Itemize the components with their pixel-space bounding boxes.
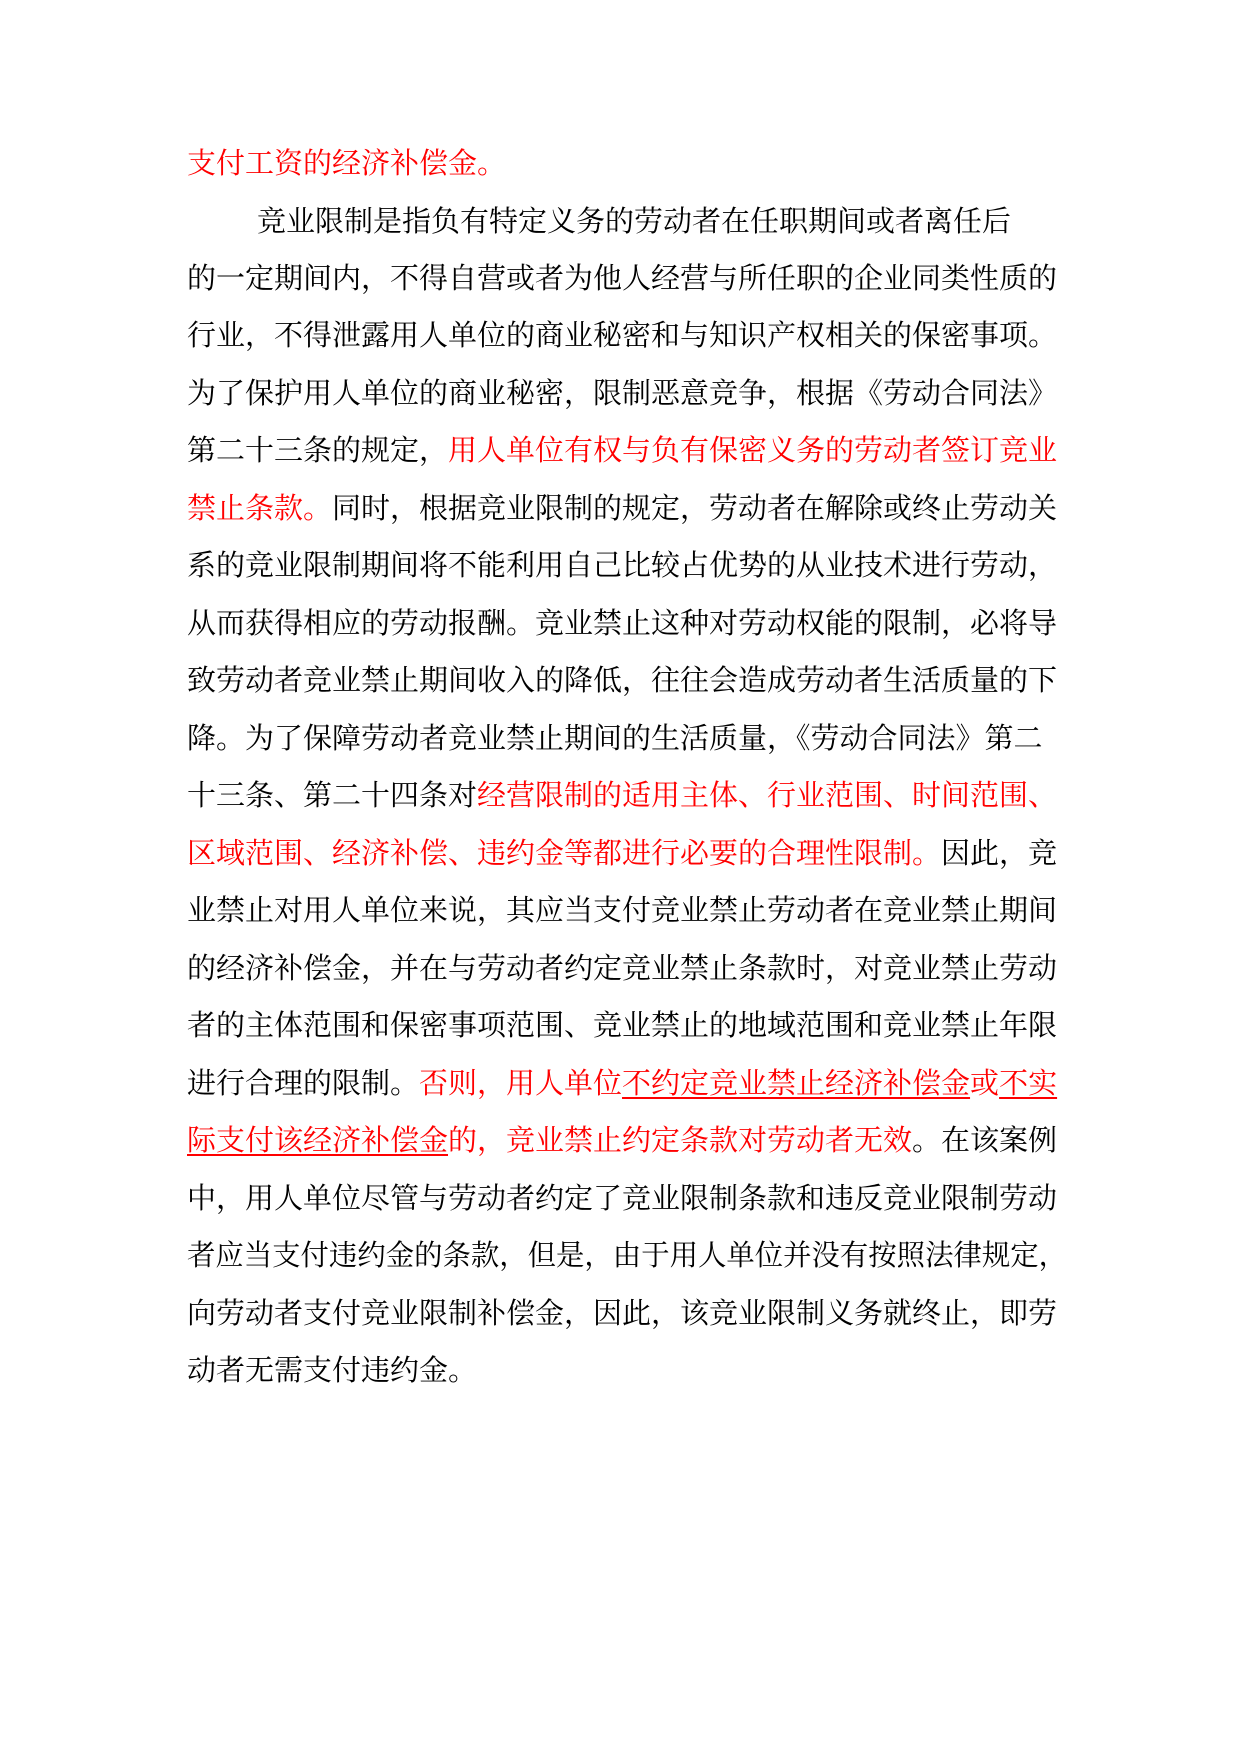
underlined-highlighted-text: 不约定竞业禁止经济补偿金 xyxy=(622,1066,971,1100)
text-line xyxy=(187,1288,1057,1338)
text-run: 为了保护用人单位的商业秘密，限制恶意竞争，根据《劳动合同法》 xyxy=(187,376,1058,410)
text-run: 者的主体范围和保密事项范围、竞业禁止的地域范围和竞业禁止年限 xyxy=(187,1008,1058,1042)
text-line xyxy=(187,540,1057,590)
text-line xyxy=(187,483,1057,533)
highlighted-text: 经营限制的适用主体、行业范围、时间范围、 xyxy=(477,778,1058,812)
text-run: 中，用人单位尽管与劳动者约定了竞业限制条款和违反竞业限制劳动 xyxy=(187,1181,1058,1215)
text-run: 竞业限制是指负有特定义务的劳动者在任职期间或者离任后 xyxy=(257,204,1012,238)
text-run: 的一定期间内，不得自营或者为他人经营与所任职的企业同类性质的 xyxy=(187,261,1058,295)
text-line xyxy=(187,1000,1057,1050)
highlighted-text: 支付工资的经济补偿金。 xyxy=(187,146,507,180)
text-run: 者应当支付违约金的条款，但是，由于用人单位并没有按照法律规定， xyxy=(187,1238,1068,1272)
text-run: 降。为了保障劳动者竞业禁止期间的生活质量，《劳动合同法》第二 xyxy=(187,721,1043,755)
text-run: 动者无需支付违约金。 xyxy=(187,1353,478,1387)
text-run: 向劳动者支付竞业限制补偿金，因此，该竞业限制义务就终止，即劳 xyxy=(187,1296,1058,1330)
text-run: 系的竞业限制期间将不能利用自己比较占优势的从业技术进行劳动， xyxy=(187,548,1058,582)
text-line xyxy=(187,885,1057,935)
highlighted-text: 的，竞业禁止约定条款对劳动者无效 xyxy=(448,1123,913,1157)
text-line xyxy=(187,425,1057,475)
text-run: 同时，根据竞业限制的规定，劳动者在解除或终止劳动关 xyxy=(332,491,1058,525)
highlighted-text: 否则，用人单位 xyxy=(419,1066,623,1100)
text-run: 进行合理的限制。 xyxy=(187,1066,420,1100)
highlighted-text: 用人单位有权与负有保密义务的劳动者签订竞业 xyxy=(448,433,1058,467)
text-line xyxy=(187,828,1057,878)
text-line xyxy=(187,1115,1057,1165)
text-run: 从而获得相应的劳动报酬。竞业禁止这种对劳动权能的限制，必将导 xyxy=(187,606,1058,640)
text-line xyxy=(187,1173,1057,1223)
text-line xyxy=(187,253,1057,303)
highlighted-text: 禁止条款。 xyxy=(187,491,333,525)
text-run: 。在该案例 xyxy=(912,1123,1058,1157)
text-line xyxy=(187,368,1057,418)
text-line xyxy=(187,1345,477,1395)
text-run: 行业，不得泄露用人单位的商业秘密和与知识产权相关的保密事项。 xyxy=(187,318,1058,352)
text-line xyxy=(187,943,1057,993)
text-line xyxy=(187,770,1057,820)
highlighted-text: 或 xyxy=(970,1066,1000,1100)
text-line xyxy=(187,598,1057,648)
underlined-highlighted-text: 际支付该经济补偿金 xyxy=(187,1123,449,1157)
highlighted-text: 区域范围、经济补偿、违约金等都进行必要的合理性限制。 xyxy=(187,836,942,870)
text-line xyxy=(187,310,1057,360)
text-run: 致劳动者竞业禁止期间收入的降低，往往会造成劳动者生活质量的下 xyxy=(187,663,1058,697)
text-run: 十三条、第二十四条对 xyxy=(187,778,478,812)
text-line xyxy=(187,138,506,188)
text-line xyxy=(187,655,1057,705)
text-run: 因此，竞 xyxy=(941,836,1058,870)
text-line xyxy=(187,1230,1067,1280)
text-line xyxy=(187,713,1043,763)
text-run: 业禁止对用人单位来说，其应当支付竞业禁止劳动者在竞业禁止期间 xyxy=(187,893,1058,927)
text-run: 的经济补偿金，并在与劳动者约定竞业禁止条款时，对竞业禁止劳动 xyxy=(187,951,1058,985)
underlined-highlighted-text: 不实 xyxy=(999,1066,1058,1100)
text-line xyxy=(187,1058,1057,1108)
paragraph-first-line xyxy=(257,196,1011,246)
text-run: 第二十三条的规定， xyxy=(187,433,449,467)
